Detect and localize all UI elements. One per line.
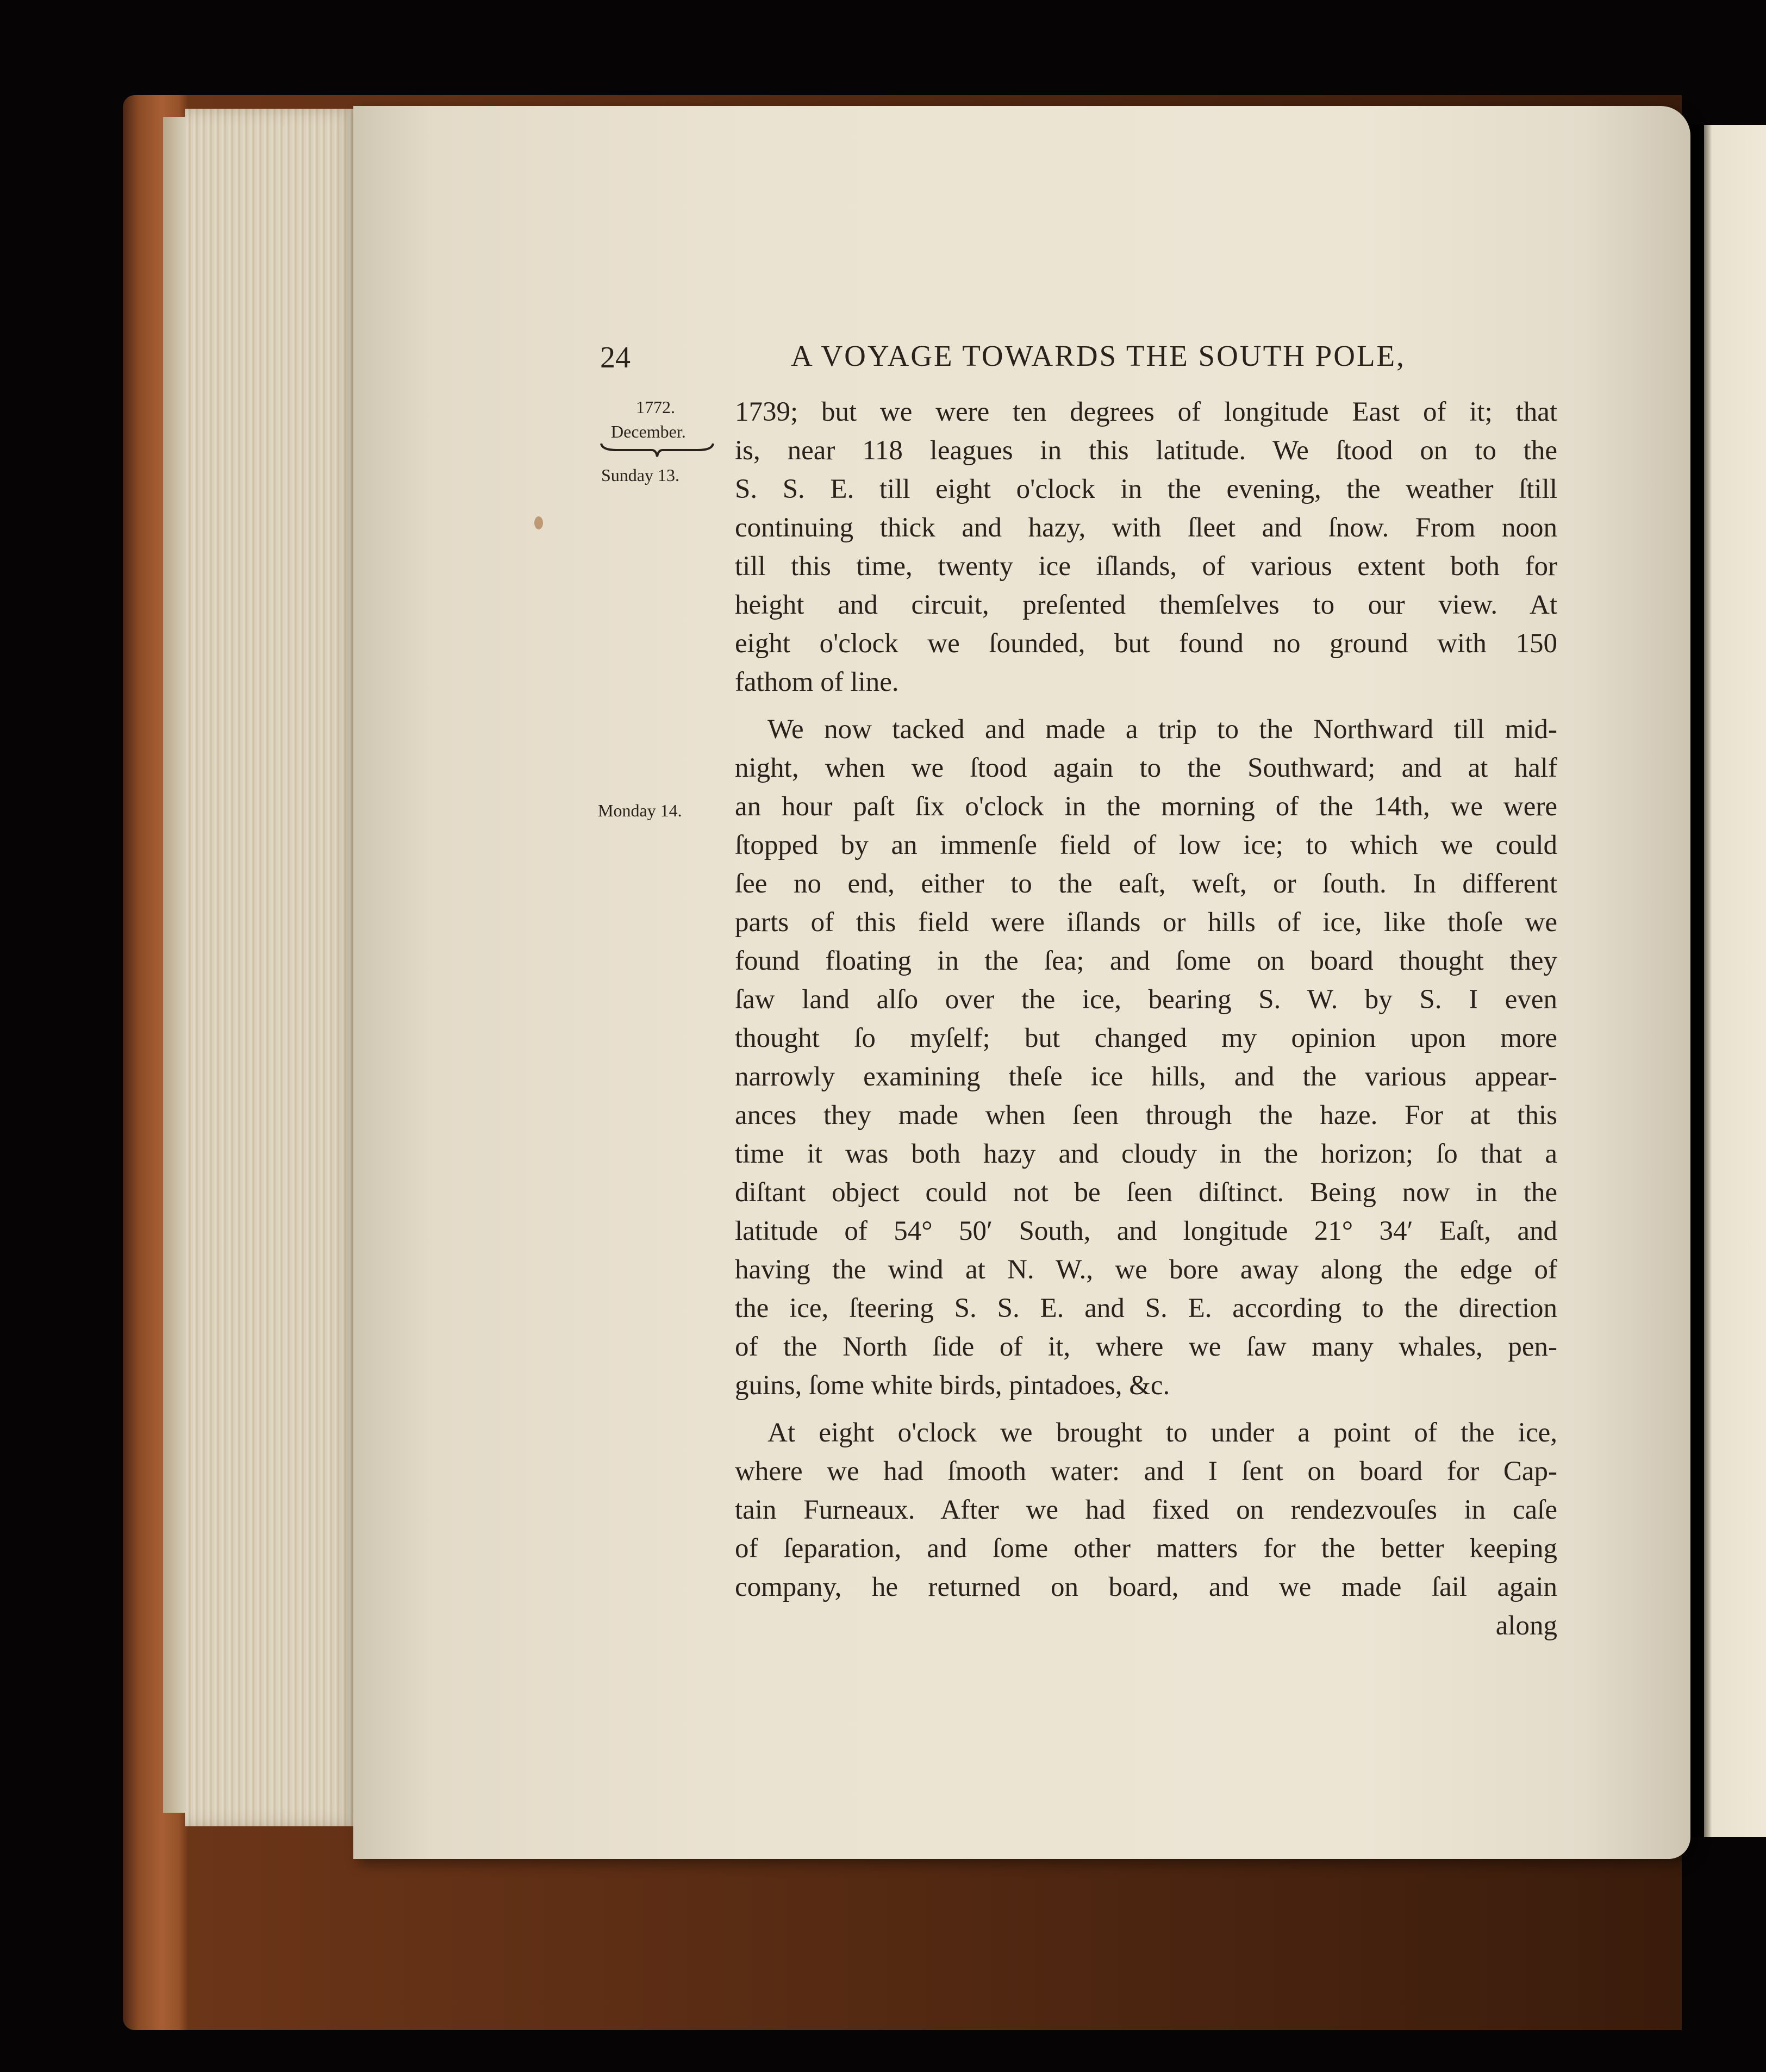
gutter-shadow	[1690, 125, 1712, 1837]
text-line: eight o'clock we ſounded, but found no ground with 150	[735, 628, 1557, 659]
text-line: height and circuit, preſented themſelves to our view. At	[735, 590, 1557, 620]
text-line: We now tacked and made a trip to the Northward till mid-	[767, 714, 1557, 745]
text-line: an hour paſt ſix o'clock in the morning of the 14th, we were	[735, 791, 1557, 822]
text-line: continuing thick and hazy, with ſleet and ſnow. From noon	[735, 513, 1557, 543]
text-line: till this time, twenty ice iſlands, of various extent both for	[735, 551, 1557, 582]
text-line: tain Furneaux. After we had fixed on rendezvouſes in caſe	[735, 1495, 1557, 1525]
text-line: parts of this field were iſlands or hills of ice, like thoſe we	[735, 907, 1557, 938]
text-line: At eight o'clock we brought to under a point of the ice,	[767, 1418, 1557, 1448]
text-line: company, he returned on board, and we made ſail again	[735, 1572, 1557, 1602]
text-line: having the wind at N. W., we bore away along the edge of	[735, 1255, 1557, 1285]
text-line: ances they made when ſeen through the haze. For at this	[735, 1100, 1557, 1131]
text-line: found floating in the ſea; and ſome on board thought they	[735, 946, 1557, 976]
page-number: 24	[600, 341, 631, 375]
facing-page-edge	[1704, 125, 1766, 1837]
text-line: fathom of line.	[735, 667, 899, 697]
foxing-spot	[534, 516, 543, 529]
catchword: along	[1495, 1611, 1557, 1641]
text-line: of the North ſide of it, where we ſaw many whales, pen-	[735, 1332, 1557, 1362]
margin-year: 1772.	[636, 397, 675, 417]
margin-day-sunday: Sunday 13.	[601, 465, 679, 485]
text-line: ſaw land alſo over the ice, bearing S. W. by S. I even	[735, 984, 1557, 1015]
text-line: the ice, ſteering S. S. E. and S. E. according to the direction	[735, 1293, 1557, 1324]
text-line: of ſeparation, and ſome other matters for the better keeping	[735, 1533, 1557, 1564]
running-title: A VOYAGE TOWARDS THE SOUTH POLE,	[791, 339, 1406, 372]
text-line: ſtopped by an immenſe field of low ice; to which we could	[735, 830, 1557, 860]
text-line: time it was both hazy and cloudy in the horizon; ſo that a	[735, 1139, 1557, 1169]
text-line: latitude of 54° 50′ South, and longitude 21° 34′ Eaſt, and	[735, 1216, 1557, 1246]
text-line: ſee no end, either to the eaſt, weſt, or ſouth. In different	[735, 869, 1557, 899]
margin-brace	[600, 442, 714, 459]
text-line: narrowly examining theſe ice hills, and the various appear-	[735, 1062, 1557, 1092]
text-line: where we had ſmooth water: and I ſent on board for Cap-	[735, 1456, 1557, 1487]
margin-month: December.	[611, 422, 686, 441]
text-line: is, near 118 leagues in this latitude. We ſtood on to the	[735, 435, 1557, 466]
margin-day-monday: Monday 14.	[598, 801, 682, 820]
text-line: diſtant object could not be ſeen diſtinct. Being now in the	[735, 1177, 1557, 1208]
page-edges	[185, 109, 359, 1826]
text-line: guins, ſome white birds, pintadoes, &c.	[735, 1370, 1170, 1401]
text-line: night, when we ſtood again to the Southward; and at half	[735, 753, 1557, 783]
text-line: 1739; but we were ten degrees of longitude East of it; that	[735, 397, 1557, 427]
text-line: S. S. E. till eight o'clock in the evening, the weather ſtill	[735, 474, 1557, 504]
text-line: thought ſo myſelf; but changed my opinion upon more	[735, 1023, 1557, 1053]
